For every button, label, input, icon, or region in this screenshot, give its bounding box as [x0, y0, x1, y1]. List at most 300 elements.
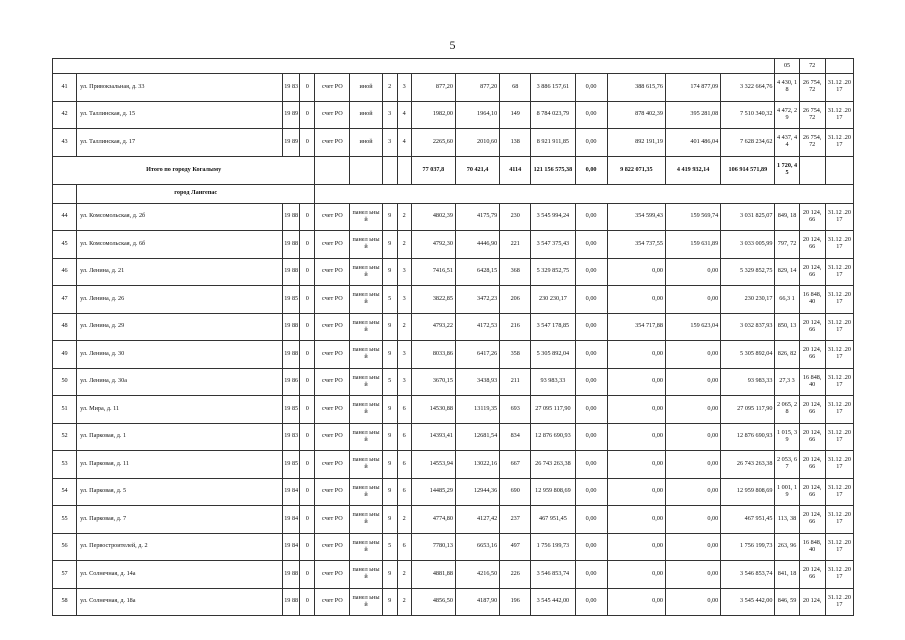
cell-material: иной: [350, 74, 382, 102]
cell-floors: 9: [382, 203, 397, 231]
cell-cost-total: 230 230,17: [531, 286, 575, 314]
cell-year: 19 85: [283, 451, 300, 479]
cell-material: панел ьный: [350, 588, 382, 616]
cell-cost-3: 0,00: [665, 506, 720, 534]
cell-entrances: 2: [397, 203, 411, 231]
table-row: [53, 561, 854, 589]
cell-floors: 9: [382, 258, 397, 286]
cell-cost-2: 0,00: [607, 368, 665, 396]
cell-floors: 9: [382, 423, 397, 451]
cell-area-living: 4175,79: [455, 203, 499, 231]
cell-floors: 9: [382, 451, 397, 479]
cell-year: 19 88: [283, 588, 300, 616]
cell-fund: счет РО: [315, 258, 350, 286]
cell-area-living: 6417,26: [455, 341, 499, 369]
cell-deadline: 31.12 .2017: [825, 451, 853, 479]
cell-unit-cost: 113, 38: [775, 506, 799, 534]
cell-number: 50: [53, 368, 77, 396]
cell-cost-1: 0,00: [575, 533, 607, 561]
cell-address: ул. Ленина, д. 26: [77, 286, 283, 314]
cell-fund: счет РО: [315, 506, 350, 534]
cell-area-total: 8033,86: [411, 341, 455, 369]
table-row: [53, 203, 854, 231]
cell-fund: счет РО: [315, 588, 350, 616]
table-row: [53, 451, 854, 479]
cell-number: 43: [53, 129, 77, 157]
cell-max-cost: 20 124, 66: [799, 561, 825, 589]
cell-year: 19 84: [283, 533, 300, 561]
cell-area-total: 1982,00: [411, 101, 455, 129]
cell-number: 42: [53, 101, 77, 129]
cell-entrances: 6: [397, 396, 411, 424]
cell-cost-3: 0,00: [665, 588, 720, 616]
cell-unit-cost: 797, 72: [775, 231, 799, 259]
cell-cost-1: 0,00: [575, 129, 607, 157]
cell-cost-total: 3 547 375,43: [531, 231, 575, 259]
cell-unit-cost: 846, 59: [775, 588, 799, 616]
cell-cost-4: 467 951,45: [721, 506, 775, 534]
cell-year: 19 85: [283, 396, 300, 424]
register-table: [52, 58, 854, 616]
cell-cost-3: 159 569,74: [665, 203, 720, 231]
cell-max-cost: 20 124,: [799, 588, 825, 616]
table-row: [53, 533, 854, 561]
cell-max-cost: 20 124, 66: [799, 341, 825, 369]
empty-cell: [825, 156, 853, 184]
cell-residents: 206: [500, 286, 531, 314]
cell-cost-1: 0,00: [575, 258, 607, 286]
total-cost-total: 121 156 575,38: [531, 156, 575, 184]
table-row: [53, 478, 854, 506]
cell-unit-cost: 2 053, 67: [775, 451, 799, 479]
cell-floors: 5: [382, 286, 397, 314]
cell-residents: 68: [500, 74, 531, 102]
cell-cost-total: 3 546 853,74: [531, 561, 575, 589]
cell-entrances: 6: [397, 478, 411, 506]
cell-cost-4: 230 230,17: [721, 286, 775, 314]
cell-fund: счет РО: [315, 341, 350, 369]
cell-floors: 3: [382, 129, 397, 157]
cell-number: 58: [53, 588, 77, 616]
cell-number: 53: [53, 451, 77, 479]
table-row: [53, 101, 854, 129]
cell-cost-4: 5 305 892,04: [721, 341, 775, 369]
total-unit-cost: 1 720, 45: [775, 156, 799, 184]
cell-material: панел ьный: [350, 203, 382, 231]
cell-cost-4: 27 095 117,90: [721, 396, 775, 424]
cell-number: 47: [53, 286, 77, 314]
cell-area-total: 2265,60: [411, 129, 455, 157]
cell-residents: 221: [500, 231, 531, 259]
cell-cost-total: 1 756 199,73: [531, 533, 575, 561]
cell-fund: счет РО: [315, 451, 350, 479]
cell-area-total: 4881,88: [411, 561, 455, 589]
table-row: [53, 506, 854, 534]
cell-cost-total: 5 329 852,75: [531, 258, 575, 286]
cell-fund: счет РО: [315, 313, 350, 341]
cell-entrances: 4: [397, 129, 411, 157]
cell-cost-2: 0,00: [607, 423, 665, 451]
cell-residents: 237: [500, 506, 531, 534]
cell-entrances: 6: [397, 451, 411, 479]
cell-material: иной: [350, 129, 382, 157]
cell-address: ул. Ленина, д. 29: [77, 313, 283, 341]
cell-zero: 0: [300, 258, 315, 286]
cell-residents: 226: [500, 561, 531, 589]
cell-year: 19 88: [283, 258, 300, 286]
table-row: [53, 129, 854, 157]
cell-cost-3: 159 623,04: [665, 313, 720, 341]
cell-fund: счет РО: [315, 396, 350, 424]
total-area-total: 77 037,8: [411, 156, 455, 184]
cell-material: панел ьный: [350, 423, 382, 451]
cell-unit-cost: 829, 14: [775, 258, 799, 286]
cell-area-total: 4802,39: [411, 203, 455, 231]
cell-cost-2: 0,00: [607, 561, 665, 589]
table-row: [53, 423, 854, 451]
cell-cost-2: 388 615,76: [607, 74, 665, 102]
cell-year: 19 89: [283, 101, 300, 129]
cell-residents: 211: [500, 368, 531, 396]
cell-deadline: 31.12 .2017: [825, 561, 853, 589]
empty-cell: [397, 156, 411, 184]
cell-area-living: 6653,16: [455, 533, 499, 561]
cell-max-cost: 20 124, 66: [799, 313, 825, 341]
cell-residents: 138: [500, 129, 531, 157]
cell-zero: 0: [300, 286, 315, 314]
cell-entrances: 2: [397, 313, 411, 341]
cell-unit-cost: 850, 13: [775, 313, 799, 341]
cell-deadline: 31.12 .2017: [825, 341, 853, 369]
cell-cost-total: 12 876 690,93: [531, 423, 575, 451]
empty-cell: [315, 184, 854, 203]
cell-cost-3: 401 486,04: [665, 129, 720, 157]
cell-area-living: 3438,93: [455, 368, 499, 396]
cell-deadline: 31.12 .2017: [825, 533, 853, 561]
cell-cost-3: 0,00: [665, 341, 720, 369]
cell-cost-2: 0,00: [607, 286, 665, 314]
cell-cost-total: 12 959 808,69: [531, 478, 575, 506]
cell-cost-4: 7 510 340,32: [721, 101, 775, 129]
cell-area-total: 14485,29: [411, 478, 455, 506]
cell-cost-3: 0,00: [665, 258, 720, 286]
cell-material: панел ьный: [350, 533, 382, 561]
cell-material: панел ьный: [350, 506, 382, 534]
cell-unit-cost: 1 015, 39: [775, 423, 799, 451]
cell-cost-total: 5 305 892,04: [531, 341, 575, 369]
cell-zero: 0: [300, 423, 315, 451]
total-cost-4: 106 914 571,89: [721, 156, 775, 184]
cell-floors: 9: [382, 478, 397, 506]
cell-deadline: 31.12 .2017: [825, 258, 853, 286]
cell-entrances: 2: [397, 588, 411, 616]
cell-cost-2: 354 599,43: [607, 203, 665, 231]
cell-fund: счет РО: [315, 368, 350, 396]
register-body: [53, 59, 854, 616]
page-number: 5: [449, 38, 456, 52]
cell-cost-2: 0,00: [607, 533, 665, 561]
empty-cell: [350, 156, 382, 184]
cell-cost-4: 3 322 664,76: [721, 74, 775, 102]
cell-material: панел ьный: [350, 313, 382, 341]
cell-floors: 9: [382, 561, 397, 589]
table-row: [53, 368, 854, 396]
cell-cost-4: 7 628 234,62: [721, 129, 775, 157]
cell-cost-3: 0,00: [665, 533, 720, 561]
cell-material: панел ьный: [350, 478, 382, 506]
cell-material: панел ьный: [350, 286, 382, 314]
cell-address: ул. Солнечная, д. 14а: [77, 561, 283, 589]
cell-area-living: 4187,90: [455, 588, 499, 616]
total-residents: 4114: [500, 156, 531, 184]
cell-entrances: 6: [397, 423, 411, 451]
total-label: Итого по городу Когалыму: [53, 156, 315, 184]
cell-area-living: 2010,60: [455, 129, 499, 157]
cell-deadline: 31.12 .2017: [825, 129, 853, 157]
cell-cost-1: 0,00: [575, 423, 607, 451]
cell-entrances: 3: [397, 341, 411, 369]
cell-material: иной: [350, 101, 382, 129]
cell-fund: счет РО: [315, 478, 350, 506]
cell-area-living: 4127,42: [455, 506, 499, 534]
cell-floors: 9: [382, 341, 397, 369]
cell-area-total: 14530,88: [411, 396, 455, 424]
cell-fund: счет РО: [315, 533, 350, 561]
table-row: [53, 286, 854, 314]
total-area-living: 70 421,4: [455, 156, 499, 184]
cell-address: ул. Комсомольская, д. 6б: [77, 231, 283, 259]
cell-zero: 0: [300, 561, 315, 589]
cell-cost-2: 878 402,39: [607, 101, 665, 129]
cell-zero: 0: [300, 368, 315, 396]
cell-max-cost: 16 848, 40: [799, 368, 825, 396]
cell-cost-3: 159 631,89: [665, 231, 720, 259]
total-cost-3: 4 419 932,14: [665, 156, 720, 184]
cell-number: 52: [53, 423, 77, 451]
cell-material: панел ьный: [350, 451, 382, 479]
cell-max-cost: 20 124, 66: [799, 506, 825, 534]
cell-residents: 834: [500, 423, 531, 451]
cell-material: панел ьный: [350, 396, 382, 424]
cell-year: 19 85: [283, 286, 300, 314]
cell-unit-cost: 1 001, 19: [775, 478, 799, 506]
cell-fund: счет РО: [315, 129, 350, 157]
cell-floors: 3: [382, 101, 397, 129]
cell-cost-1: 0,00: [575, 396, 607, 424]
cell-area-living: 6428,15: [455, 258, 499, 286]
cell-max-cost: 20 124, 66: [799, 396, 825, 424]
cell-area-total: 4774,80: [411, 506, 455, 534]
cell-unit-cost: 05: [775, 59, 799, 74]
cell-zero: 0: [300, 231, 315, 259]
cell-cost-1: 0,00: [575, 368, 607, 396]
cell-address: ул. Мира, д. 11: [77, 396, 283, 424]
cell-floors: 9: [382, 506, 397, 534]
cell-area-living: 4216,50: [455, 561, 499, 589]
cell-cost-total: 3 547 178,85: [531, 313, 575, 341]
cell-area-total: 3670,15: [411, 368, 455, 396]
cell-max-cost: 20 124, 66: [799, 258, 825, 286]
cell-max-cost: 16 848, 40: [799, 286, 825, 314]
cell-number: 46: [53, 258, 77, 286]
cell-deadline: 31.12 .2017: [825, 231, 853, 259]
cell-max-cost: 20 124, 66: [799, 231, 825, 259]
cell-deadline: 31.12 .2017: [825, 203, 853, 231]
cell-zero: 0: [300, 506, 315, 534]
cell-cost-3: 0,00: [665, 561, 720, 589]
cell-address: ул. Комсомольская, д. 2б: [77, 203, 283, 231]
cell-cost-1: 0,00: [575, 341, 607, 369]
cell-cost-1: 0,00: [575, 313, 607, 341]
cell-deadline: 31.12 .2017: [825, 368, 853, 396]
table-row: [53, 313, 854, 341]
cell-residents: 230: [500, 203, 531, 231]
cell-max-cost: 26 754, 72: [799, 129, 825, 157]
cell-cost-total: 3 545 994,24: [531, 203, 575, 231]
empty-cell: [315, 156, 350, 184]
cell-year: 19 86: [283, 368, 300, 396]
cell-floors: 9: [382, 588, 397, 616]
cell-max-cost: 26 754, 72: [799, 74, 825, 102]
cell-address: ул. Первостроителей, д. 2: [77, 533, 283, 561]
cell-entrances: 3: [397, 286, 411, 314]
cell-cost-2: 354 737,55: [607, 231, 665, 259]
cell-cost-1: 0,00: [575, 231, 607, 259]
cell-unit-cost: 4 472, 29: [775, 101, 799, 129]
cell-unit-cost: 263, 96: [775, 533, 799, 561]
table-row: [53, 341, 854, 369]
cell-zero: 0: [300, 203, 315, 231]
cell-deadline: 31.12 .2017: [825, 313, 853, 341]
cell-cost-4: 93 983,33: [721, 368, 775, 396]
cell-number: 56: [53, 533, 77, 561]
cell-address: ул. Ленина, д. 21: [77, 258, 283, 286]
table-row: [53, 258, 854, 286]
cell-entrances: 2: [397, 506, 411, 534]
cell-zero: 0: [300, 129, 315, 157]
cell-residents: 690: [500, 478, 531, 506]
cell-address: ул. Таллинская, д. 17: [77, 129, 283, 157]
cell-address: ул. Парковая, д. 5: [77, 478, 283, 506]
cell-cost-2: 0,00: [607, 341, 665, 369]
cell-address: ул. Парковая, д. 7: [77, 506, 283, 534]
cell-cost-1: 0,00: [575, 478, 607, 506]
cell-unit-cost: 66,3 1: [775, 286, 799, 314]
cell-cost-total: 26 743 263,38: [531, 451, 575, 479]
city-heading-row: [53, 184, 854, 203]
cell-cost-4: 5 329 852,75: [721, 258, 775, 286]
cell-cost-total: 3 545 442,00: [531, 588, 575, 616]
cell-residents: 693: [500, 396, 531, 424]
table-row: [53, 396, 854, 424]
cell-max-cost: 20 124, 66: [799, 423, 825, 451]
cell-floors: 9: [382, 396, 397, 424]
cell-unit-cost: 841, 18: [775, 561, 799, 589]
cell-entrances: 6: [397, 533, 411, 561]
total-cost-1: 0,00: [575, 156, 607, 184]
cell-residents: 149: [500, 101, 531, 129]
empty-cell: [799, 156, 825, 184]
cell-deadline: 31.12 .2017: [825, 101, 853, 129]
cell-area-total: 877,20: [411, 74, 455, 102]
cell-cost-2: 0,00: [607, 478, 665, 506]
cell-year: 19 88: [283, 341, 300, 369]
cell-max-cost: 72: [799, 59, 825, 74]
cell-unit-cost: 4 437, 44: [775, 129, 799, 157]
cell-area-total: 4793,22: [411, 313, 455, 341]
cell-entrances: 3: [397, 74, 411, 102]
cell-number: 45: [53, 231, 77, 259]
cell-deadline: 31.12 .2017: [825, 286, 853, 314]
cell-floors: 5: [382, 533, 397, 561]
cell-cost-1: 0,00: [575, 561, 607, 589]
cell-residents: 196: [500, 588, 531, 616]
cell-material: панел ьный: [350, 561, 382, 589]
cell-number: 41: [53, 74, 77, 102]
cell-cost-4: 12 876 690,93: [721, 423, 775, 451]
table-row: [53, 588, 854, 616]
cell-zero: 0: [300, 396, 315, 424]
cell-unit-cost: 2 065, 28: [775, 396, 799, 424]
cell-material: панел ьный: [350, 258, 382, 286]
cell-year: 19 88: [283, 561, 300, 589]
cell-year: 19 89: [283, 129, 300, 157]
cell-number: 51: [53, 396, 77, 424]
cell-year: 19 83: [283, 423, 300, 451]
cell-max-cost: 20 124, 66: [799, 478, 825, 506]
cell-cost-3: 0,00: [665, 368, 720, 396]
cell-unit-cost: 27,3 3: [775, 368, 799, 396]
cell-cost-4: 3 545 442,00: [721, 588, 775, 616]
cell-cost-3: 395 281,08: [665, 101, 720, 129]
cell-zero: 0: [300, 533, 315, 561]
cell-number: 48: [53, 313, 77, 341]
cell-zero: 0: [300, 588, 315, 616]
cell-material: панел ьный: [350, 368, 382, 396]
cell-deadline: 31.12 .2017: [825, 588, 853, 616]
cell-cost-2: 0,00: [607, 451, 665, 479]
cell-address: ул. Ленина, д. 30а: [77, 368, 283, 396]
cell-cost-4: 26 743 263,38: [721, 451, 775, 479]
cell-cost-3: 174 877,09: [665, 74, 720, 102]
cell-max-cost: 26 754, 72: [799, 101, 825, 129]
cell-zero: 0: [300, 478, 315, 506]
table-row: [53, 74, 854, 102]
cell-cost-2: 0,00: [607, 258, 665, 286]
cell-material: панел ьный: [350, 341, 382, 369]
cell-area-total: 4792,30: [411, 231, 455, 259]
cell-address: ул. Привокзальная, д. 33: [77, 74, 283, 102]
cell-residents: 216: [500, 313, 531, 341]
cell-cost-1: 0,00: [575, 588, 607, 616]
cell-cost-1: 0,00: [575, 203, 607, 231]
cell-cost-3: 0,00: [665, 396, 720, 424]
cell-floors: 5: [382, 368, 397, 396]
cell-address: ул. Ленина, д. 30: [77, 341, 283, 369]
cell-year: 19 88: [283, 313, 300, 341]
cell-area-living: 13119,35: [455, 396, 499, 424]
cell-cost-2: 0,00: [607, 506, 665, 534]
cell-cost-total: 93 983,33: [531, 368, 575, 396]
cell-cost-1: 0,00: [575, 451, 607, 479]
cell-number: 55: [53, 506, 77, 534]
cell-deadline: 31.12 .2017: [825, 74, 853, 102]
cell-residents: 368: [500, 258, 531, 286]
cell-number: 57: [53, 561, 77, 589]
cell-entrances: 2: [397, 561, 411, 589]
cell-area-living: 4446,90: [455, 231, 499, 259]
cell-area-living: 877,20: [455, 74, 499, 102]
